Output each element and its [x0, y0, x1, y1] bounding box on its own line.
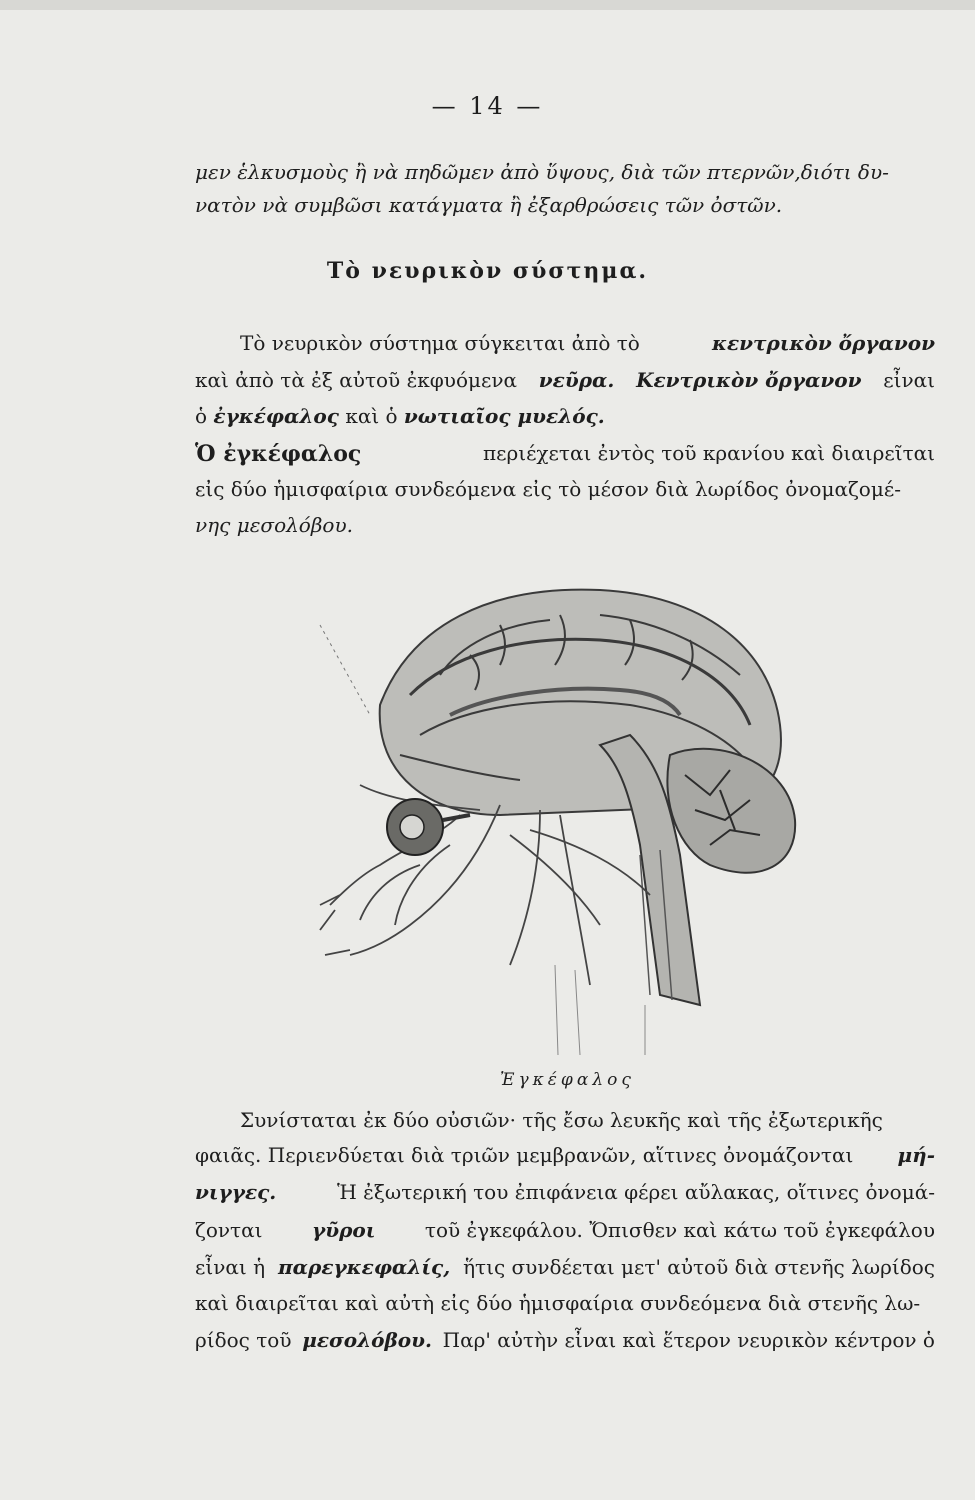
term-gyri: γῦροι: [311, 1218, 376, 1242]
text-span: καὶ ἀπὸ τὰ ἐξ αὐτοῦ ἐκφυόμενα: [195, 368, 518, 392]
para3-line-2: [195, 1145, 935, 1165]
text-span: ζονται: [195, 1218, 263, 1242]
para2-line-1: [195, 443, 935, 465]
figure-caption: Ἐγκέφαλος: [500, 1070, 635, 1090]
term-central-organ-2: Κεντρικὸν ὄργανον: [636, 368, 862, 392]
para2-line-2: εἰς δύο ἡμισφαίρια συνδεόμενα εἰς τὸ μέσον διὰ λωρίδος ὀνομαζομέ-: [195, 477, 901, 501]
text-span: καὶ ὁ: [345, 404, 398, 428]
term-cerebellum: παρεγκεφαλίς,: [277, 1255, 451, 1279]
term-brain: ἐγκέφαλος: [213, 404, 339, 428]
text-span: τοῦ ἐγκεφάλου. Ὄπισθεν καὶ κάτω τοῦ ἐγκεφάλου: [424, 1218, 935, 1242]
intro-line-2: νατὸν νὰ συμβῶσι κατάγματα ἢ ἐξαρθρώσεις τῶν ὀστῶν.: [195, 193, 783, 217]
para3-line-5: [195, 1257, 935, 1277]
para3-line-7: [195, 1330, 935, 1350]
para3-line-4: [195, 1220, 935, 1240]
text-span: Ἡ ἐξωτερική του ἐπιφάνεια φέρει αὔλακας, οἵτινες ὀνομά-: [336, 1180, 935, 1204]
page-top-edge: [0, 0, 975, 10]
term-nerves: νεῦρα.: [538, 368, 615, 392]
term-meninges-2: νιγγες.: [195, 1180, 277, 1204]
text-span: ρίδος τοῦ: [195, 1328, 292, 1352]
page-number: — 14 —: [431, 92, 544, 120]
para3-line-1: [195, 1110, 935, 1130]
para3-line-3: [195, 1182, 935, 1202]
term-spinal-cord: νωτιαῖος μυελός.: [403, 404, 605, 428]
text-span: εἶναι ἡ: [195, 1255, 266, 1279]
brain-illustration: [300, 565, 840, 1065]
term-corpus-callosum: μεσολόβου.: [302, 1328, 432, 1352]
text-span: Συνίσταται ἐκ δύο οὐσιῶν· τῆς ἔσω λευκῆς καὶ τῆς ἐξωτερικῆς: [240, 1108, 883, 1132]
text-span: φαιᾶς. Περιενδύεται διὰ τριῶν μεμβρανῶν, αἵτινες ὀνομάζονται: [195, 1143, 854, 1167]
para1-line-2: [195, 370, 935, 390]
text-span: ἥτις συνδέεται μετ' αὐτοῦ διὰ στενῆς λωρίδος: [463, 1255, 935, 1279]
text-span: Παρ' αὐτὴν εἶναι καὶ ἕτερον νευρικὸν κέντρον ὁ: [442, 1328, 935, 1352]
term-brain-heading: Ὁ ἐγκέφαλος: [195, 441, 362, 467]
para3-line-6: καὶ διαιρεῖται καὶ αὐτὴ εἰς δύο ἡμισφαίρια συνδεόμενα διὰ στενῆς λω-: [195, 1291, 921, 1315]
term-meninges-1: μή-: [897, 1143, 935, 1167]
para2-line-3: νης μεσολόβου.: [195, 513, 353, 537]
intro-line-1: μεν ἑλκυσμοὺς ἢ νὰ πηδῶμεν ἀπὸ ὕψους, διὰ τῶν πτερνῶν,διότι δυ-: [195, 160, 889, 184]
section-heading: Τὸ νευρικὸν σύστημα.: [326, 258, 649, 284]
para1-line-1: [195, 333, 935, 353]
text-span: περιέχεται ἐντὸς τοῦ κρανίου καὶ διαιρεῖται: [482, 441, 935, 465]
para1-line-3: [195, 406, 935, 426]
text-span: εἶναι: [883, 368, 935, 392]
text-span: ὁ: [195, 404, 208, 428]
text-span: Τὸ νευρικὸν σύστημα σύγκειται ἀπὸ τὸ: [240, 331, 640, 355]
term-central-organ: κεντρικὸν ὄργανον: [712, 331, 935, 355]
